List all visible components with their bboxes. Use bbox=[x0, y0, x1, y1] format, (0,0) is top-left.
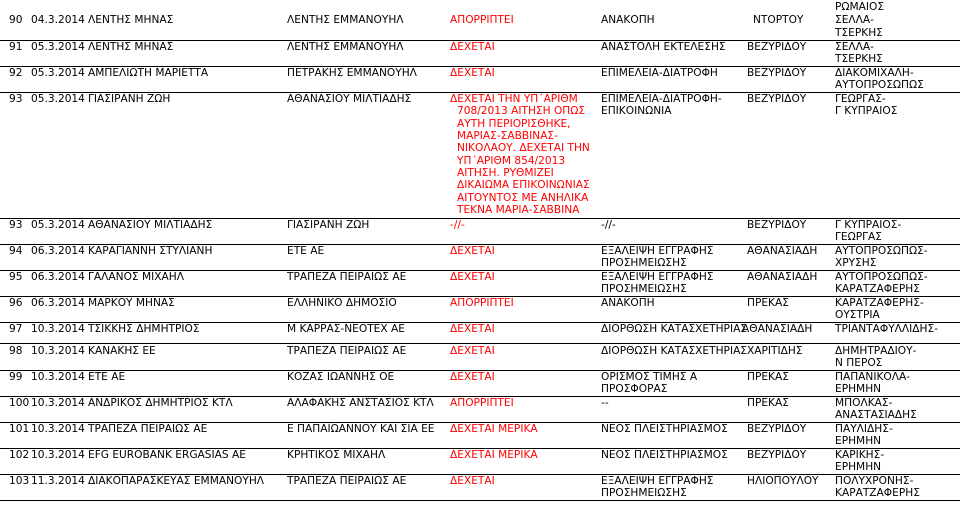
decision-text: ΔΕΧΕΤΑΙ bbox=[450, 475, 495, 487]
case-subject: ΔΙΟΡΘΩΣΗ ΚΑΤΑΣΧΕΤΗΡΙΑΣ bbox=[601, 345, 748, 357]
row-divider bbox=[0, 343, 960, 344]
party-applicant: EFG EUROBANK ERGASIAS AE bbox=[88, 449, 246, 461]
case-subject: ΠΡΟΣΦΟΡΑΣ bbox=[601, 383, 668, 395]
lawyer-line: ΓΕΩΡΓΑΣ- bbox=[835, 93, 886, 105]
lawyer-line: ΤΣΕΡΚΗΣ bbox=[835, 27, 883, 39]
case-number: 93 bbox=[9, 93, 23, 105]
lawyer-line: ΕΡΗΜΗΝ bbox=[835, 435, 882, 447]
case-date: 05.3.2014 bbox=[31, 93, 85, 105]
lawyer-line: ΠΑΠΑΝΙΚΟΛΑ- bbox=[835, 371, 911, 383]
case-subject: ΠΡΟΣΗΜΕΙΩΣΗΣ bbox=[601, 283, 687, 295]
party-applicant: ΛΕΝΤΗΣ ΜΗΝΑΣ bbox=[88, 14, 174, 26]
lawyer-line: ΚΑΡΑΤΖΑΦΕΡΗΣ bbox=[835, 487, 920, 499]
party-respondent: ΚΟΖΑΣ ΙΩΑΝΝΗΣ ΟΕ bbox=[287, 371, 395, 383]
case-date: 11.3.2014 bbox=[31, 475, 85, 487]
case-number: 100 bbox=[9, 397, 30, 409]
lawyer-line: ΤΣΕΡΚΗΣ bbox=[835, 53, 883, 65]
lawyer-line: ΧΡΥΣΗΣ bbox=[835, 257, 877, 269]
lawyer-line: ΤΡΙΑΝΤΑΦΥΛΛΙΔΗΣ- bbox=[835, 323, 939, 335]
case-subject: ΑΝΑΣΤΟΛΗ ΕΚΤΕΛΕΣΗΣ bbox=[601, 41, 726, 53]
decision-text: ΔΕΧΕΤΑΙ ΤΗΝ ΥΠ΄ΑΡΙΘΜ bbox=[450, 93, 578, 105]
case-date: 10.3.2014 bbox=[31, 449, 85, 461]
party-applicant: ΑΘΑΝΑΣΙΟΥ ΜΙΛΤΙΑΔΗΣ bbox=[88, 219, 213, 231]
lawyer-line: ΑΥΤΟΠΡΟΣΩΠΩΣ- bbox=[835, 245, 928, 257]
case-number: 99 bbox=[9, 371, 23, 383]
case-date: 06.3.2014 bbox=[31, 271, 85, 283]
case-date: 10.3.2014 bbox=[31, 323, 85, 335]
case-number: 96 bbox=[9, 297, 23, 309]
decision-text: ΔΕΧΕΤΑΙ bbox=[450, 323, 495, 335]
decision-text: -//- bbox=[450, 219, 465, 231]
case-subject: ΝΕΟΣ ΠΛΕΙΣΤΗΡΙΑΣΜΟΣ bbox=[601, 449, 728, 461]
party-applicant: ΑΜΠΕΛΙΩΤΗ ΜΑΡΙΕΤΤΑ bbox=[88, 67, 209, 79]
party-applicant: ΓΙΑΣΙΡΑΝΗ ΖΩΗ bbox=[88, 93, 171, 105]
judge-name: ΠΡΕΚΑΣ bbox=[747, 397, 789, 409]
case-subject: ΕΞΑΛΕΙΨΗ ΕΓΓΡΑΦΗΣ bbox=[601, 475, 714, 487]
decision-text: ΔΕΧΕΤΑΙ bbox=[450, 245, 495, 257]
decision-text: ΑΠΟΡΡΙΠΤΕΙ bbox=[450, 397, 514, 409]
party-respondent: ΑΛΑΦΑΚΗΣ ΑΝΣΤΑΣΙΟΣ ΚΤΛ bbox=[287, 397, 434, 409]
decision-line: ΥΠ΄ΑΡΙΘΜ 854/2013 bbox=[457, 155, 566, 167]
party-applicant: ΜΑΡΚΟΥ ΜΗΝΑΣ bbox=[88, 297, 175, 309]
lawyer-line: ΑΥΤΟΠΡΟΣΩΠΩΣ- bbox=[835, 271, 928, 283]
case-date: 10.3.2014 bbox=[31, 423, 85, 435]
lawyer-line: ΑΥΤΟΠΡΟΣΩΠΩΣ bbox=[835, 79, 924, 91]
party-applicant: ΔΙΑΚΟΠΑΡΑΣΚΕΥΑΣ ΕΜΜΑΝΟΥΗΛ bbox=[88, 475, 265, 487]
lawyer-line: ΡΩΜΑΙΟΣ bbox=[835, 1, 885, 13]
judge-name: ΝΤΟΡΤΟΥ bbox=[753, 14, 804, 26]
party-respondent: ΠΕΤΡΑΚΗΣ ΕΜΜΑΝΟΥΗΛ bbox=[287, 67, 417, 79]
case-number: 101 bbox=[9, 423, 30, 435]
lawyer-line: ΠΟΛΥΧΡΟΝΗΣ- bbox=[835, 475, 914, 487]
party-applicant: ΤΣΙΚΚΗΣ ΔΗΜΗΤΡΙΟΣ bbox=[88, 323, 200, 335]
lawyer-line: ΓΕΩΡΓΑΣ bbox=[835, 231, 882, 243]
judge-name: ΒΕΖΥΡΙΔΟΥ bbox=[747, 67, 807, 79]
decision-line: ΤΕΚΝΑ ΜΑΡΙΑ-ΣΑΒΒΙΝΑ bbox=[457, 204, 580, 216]
decision-text: ΔΕΧΕΤΑΙ ΜΕΡΙΚΑ bbox=[450, 423, 538, 435]
party-respondent: ΕΤΕ ΑΕ bbox=[287, 245, 325, 257]
decision-text: ΔΕΧΕΤΑΙ bbox=[450, 67, 495, 79]
party-respondent: ΑΘΑΝΑΣΙΟΥ ΜΙΛΤΙΑΔΗΣ bbox=[287, 93, 412, 105]
judge-name: ΑΘΑΝΑΣΙΑΔΗ bbox=[742, 323, 813, 335]
case-date: 10.3.2014 bbox=[31, 345, 85, 357]
party-respondent: ΤΡΑΠΕΖΑ ΠΕΙΡΑΙΩΣ ΑΕ bbox=[287, 271, 407, 283]
judge-name: ΒΕΖΥΡΙΔΟΥ bbox=[747, 93, 807, 105]
case-subject: ΝΕΟΣ ΠΛΕΙΣΤΗΡΙΑΣΜΟΣ bbox=[601, 423, 728, 435]
judge-name: ΑΘΑΝΑΣΙΑΔΗ bbox=[747, 271, 818, 283]
case-subject: ΟΡΙΣΜΟΣ ΤΙΜΗΣ Α bbox=[601, 371, 698, 383]
judge-name: ΧΑΡΙΤΙΔΗΣ bbox=[747, 345, 803, 357]
party-respondent: Μ ΚΑΡΡΑΣ-ΝΕΟΤΕΧ ΑΕ bbox=[287, 323, 405, 335]
lawyer-line: ΕΡΗΜΗΝ bbox=[835, 461, 882, 473]
party-respondent: ΤΡΑΠΕΖΑ ΠΕΙΡΑΙΩΣ ΑΕ bbox=[287, 345, 407, 357]
judge-name: ΒΕΖΥΡΙΔΟΥ bbox=[747, 423, 807, 435]
case-subject: ΑΝΑΚΟΠΗ bbox=[601, 297, 655, 309]
party-applicant: ΤΡΑΠΕΖΑ ΠΕΙΡΑΙΩΣ ΑΕ bbox=[88, 423, 208, 435]
lawyer-line: ΔΙΑΚΟΜΙΧΑΛΗ- bbox=[835, 67, 914, 79]
judge-name: ΠΡΕΚΑΣ bbox=[747, 371, 789, 383]
decision-line: ΔΙΚΑΙΩΜΑ ΕΠΙΚΟΙΝΩΝΙΑΣ bbox=[457, 179, 590, 191]
case-subject: ΕΠΙΜΕΛΕΙΑ-ΔΙΑΤΡΟΦΗ- bbox=[601, 93, 722, 105]
judge-name: ΠΡΕΚΑΣ bbox=[747, 297, 789, 309]
judge-name: ΗΛΙΟΠΟΥΛΟΥ bbox=[747, 475, 819, 487]
case-subject: ΕΞΑΛΕΙΨΗ ΕΓΓΡΑΦΗΣ bbox=[601, 271, 714, 283]
case-number: 92 bbox=[9, 67, 23, 79]
party-applicant: ΓΑΛΑΝΟΣ ΜΙΧΑΗΛ bbox=[88, 271, 184, 283]
lawyer-line: ΜΠΟΛΚΑΣ- bbox=[835, 397, 893, 409]
decision-line: ΜΑΡΙΑΣ-ΣΑΒΒΙΝΑΣ- bbox=[457, 130, 558, 142]
party-respondent: ΚΡΗΤΙΚΟΣ ΜΙΧΑΗΛ bbox=[287, 449, 386, 461]
party-applicant: ΛΕΝΤΗΣ ΜΗΝΑΣ bbox=[88, 41, 174, 53]
case-subject: ΑΝΑΚΟΠΗ bbox=[601, 14, 655, 26]
lawyer-line: ΑΝΑΣΤΑΣΙΑΔΗΣ bbox=[835, 409, 917, 421]
lawyer-line: ΚΑΡΑΤΖΑΦΕΡΗΣ bbox=[835, 283, 920, 295]
party-applicant: ΚΑΝΑΚΗΣ ΕΕ bbox=[88, 345, 156, 357]
case-date: 10.3.2014 bbox=[31, 371, 85, 383]
case-date: 05.3.2014 bbox=[31, 41, 85, 53]
case-subject: ΔΙΟΡΘΩΣΗ ΚΑΤΑΣΧΕΤΗΡΙΑΣ bbox=[601, 323, 748, 335]
party-respondent: ΛΕΝΤΗΣ ΕΜΜΑΝΟΥΗΛ bbox=[287, 41, 404, 53]
case-number: 90 bbox=[9, 14, 23, 26]
party-applicant: ΑΝΔΡΙΚΟΣ ΔΗΜΗΤΡΙΟΣ ΚΤΛ bbox=[88, 397, 233, 409]
decision-text: ΔΕΧΕΤΑΙ bbox=[450, 41, 495, 53]
case-subject: -- bbox=[601, 397, 609, 409]
decision-line: ΑΙΤΟΥΝΤΟΣ ΜΕ ΑΝΗΛΙΚΑ bbox=[457, 192, 589, 204]
judge-name: ΒΕΖΥΡΙΔΟΥ bbox=[747, 219, 807, 231]
party-respondent: Ε ΠΑΠΑΪΩΑΝΝΟΥ ΚΑΙ ΣΙΑ ΕΕ bbox=[287, 423, 435, 435]
lawyer-line: ΣΕΛΛΑ- bbox=[835, 14, 874, 26]
party-respondent: ΓΙΑΣΙΡΑΝΗ ΖΩΗ bbox=[287, 219, 370, 231]
case-subject: ΠΡΟΣΗΜΕΙΩΣΗΣ bbox=[601, 487, 687, 499]
decision-text: ΔΕΧΕΤΑΙ bbox=[450, 271, 495, 283]
judge-name: ΒΕΖΥΡΙΔΟΥ bbox=[747, 41, 807, 53]
lawyer-line: ΣΕΛΛΑ- bbox=[835, 41, 874, 53]
case-date: 10.3.2014 bbox=[31, 397, 85, 409]
case-number: 103 bbox=[9, 475, 30, 487]
case-date: 05.3.2014 bbox=[31, 219, 85, 231]
row-divider bbox=[0, 500, 960, 501]
lawyer-line: ΟΥΣΤΡΙΑ bbox=[835, 309, 880, 321]
lawyer-line: Γ ΚΥΠΡΑΙΟΣ bbox=[835, 105, 898, 117]
decision-line: 708/2013 ΑΙΤΗΣΗ ΟΠΩΣ bbox=[457, 105, 586, 117]
party-respondent: ΕΛΛΗΝΙΚΟ ΔΗΜΟΣΙΟ bbox=[287, 297, 397, 309]
party-applicant: ΚΑΡΑΓΙΑΝΝΗ ΣΤΥΛΙΑΝΗ bbox=[88, 245, 213, 257]
judge-name: ΒΕΖΥΡΙΔΟΥ bbox=[747, 449, 807, 461]
lawyer-line: ΔΗΜΗΤΡΑΔΙΟΥ- bbox=[835, 345, 917, 357]
party-respondent: ΛΕΝΤΗΣ ΕΜΜΑΝΟΥΗΛ bbox=[287, 14, 404, 26]
decision-text: ΔΕΧΕΤΑΙ ΜΕΡΙΚΑ bbox=[450, 449, 538, 461]
decision-text: ΑΠΟΡΡΙΠΤΕΙ bbox=[450, 14, 514, 26]
case-subject: ΕΠΙΜΕΛΕΙΑ-ΔΙΑΤΡΟΦΗ bbox=[601, 67, 718, 79]
case-subject: ΕΞΑΛΕΙΨΗ ΕΓΓΡΑΦΗΣ bbox=[601, 245, 714, 257]
case-subject: ΕΠΙΚΟΙΝΩΝΙΑ bbox=[601, 105, 672, 117]
lawyer-line: ΠΑΥΛΙΔΗΣ- bbox=[835, 423, 893, 435]
lawyer-line: Γ ΚΥΠΡΑΙΟΣ- bbox=[835, 219, 902, 231]
case-number: 93 bbox=[9, 219, 23, 231]
decision-line: ΑΙΤΗΣΗ. ΡΥΘΜΙΖΕΙ bbox=[457, 167, 554, 179]
decision-text: ΔΕΧΕΤΑΙ bbox=[450, 371, 495, 383]
judge-name: ΑΘΑΝΑΣΙΑΔΗ bbox=[747, 245, 818, 257]
party-respondent: ΤΡΑΠΕΖΑ ΠΕΙΡΑΙΩΣ ΑΕ bbox=[287, 475, 407, 487]
case-number: 91 bbox=[9, 41, 23, 53]
case-date: 05.3.2014 bbox=[31, 67, 85, 79]
lawyer-line: ΚΑΡΙΚΗΣ- bbox=[835, 449, 885, 461]
decision-text: ΑΠΟΡΡΙΠΤΕΙ bbox=[450, 297, 514, 309]
case-date: 06.3.2014 bbox=[31, 245, 85, 257]
case-number: 98 bbox=[9, 345, 23, 357]
party-applicant: ΕΤΕ ΑΕ bbox=[88, 371, 126, 383]
decision-line: ΝΙΚΟΛΑΟΥ. ΔΕΧΕΤΑΙ ΤΗΝ bbox=[457, 142, 590, 154]
lawyer-line: ΕΡΗΜΗΝ bbox=[835, 383, 882, 395]
case-date: 06.3.2014 bbox=[31, 297, 85, 309]
case-number: 94 bbox=[9, 245, 23, 257]
decision-text: ΔΕΧΕΤΑΙ bbox=[450, 345, 495, 357]
decision-line: ΑΥΤΗ ΠΕΡΙΟΡΙΣΘΗΚΕ, bbox=[457, 118, 571, 130]
lawyer-line: Ν ΠΕΡΟΣ bbox=[835, 357, 883, 369]
case-number: 95 bbox=[9, 271, 23, 283]
case-subject: -//- bbox=[601, 219, 616, 231]
case-number: 102 bbox=[9, 449, 30, 461]
lawyer-line: ΚΑΡΑΤΖΑΦΕΡΗΣ- bbox=[835, 297, 924, 309]
case-subject: ΠΡΟΣΗΜΕΙΩΣΗΣ bbox=[601, 257, 687, 269]
case-number: 97 bbox=[9, 323, 23, 335]
case-date: 04.3.2014 bbox=[31, 14, 85, 26]
